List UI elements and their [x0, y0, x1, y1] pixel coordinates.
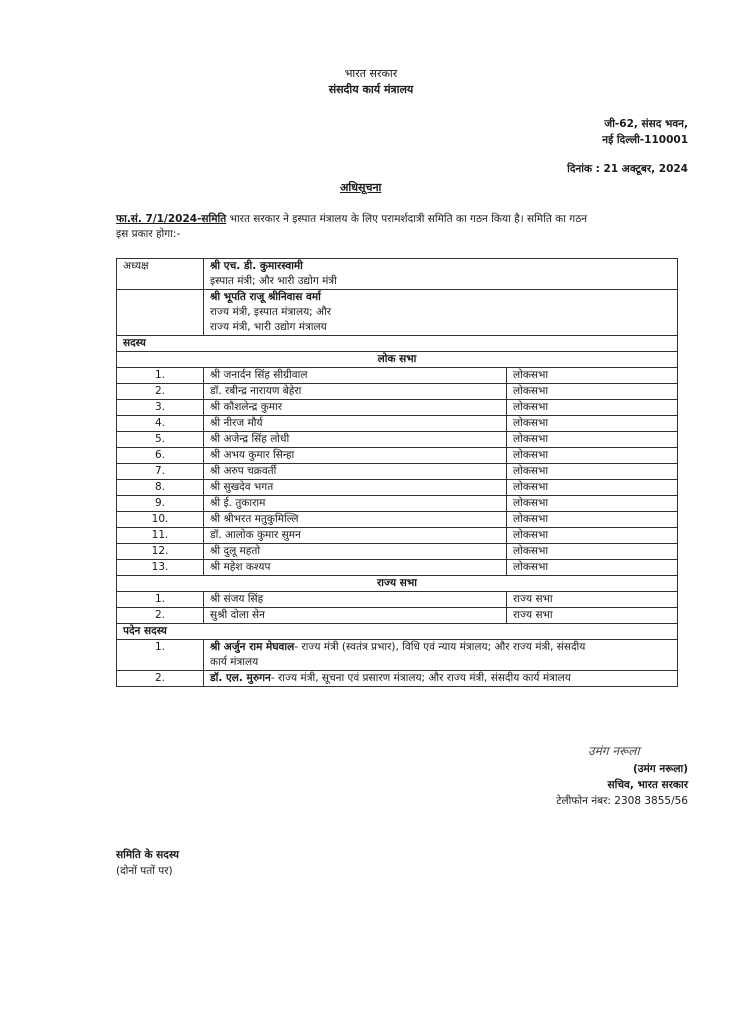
chair-name: श्री एच. डी. कुमारस्वामी [210, 260, 303, 272]
member-name: डॉ. रबीन्द्र नारायण बेहेरा [204, 384, 507, 400]
chair-label: अध्यक्ष [117, 259, 204, 290]
table-row [117, 608, 678, 624]
date: दिनांक : 21 अक्टूबर, 2024 [567, 163, 688, 175]
row-number: 12. [117, 544, 204, 560]
member-house: राज्य सभा [507, 608, 678, 624]
member-name: श्री नीरज मौर्य [204, 416, 507, 432]
committee-table [116, 258, 678, 687]
member-house: लोकसभा [507, 480, 678, 496]
member-description: - राज्य मंत्री, सूचना एवं प्रसारण मंत्रालय; और राज्य मंत्री, संसदीय कार्य मंत्रालय [270, 672, 571, 684]
member-name: सुश्री दोला सेन [204, 608, 507, 624]
row-number: 5. [117, 432, 204, 448]
vice-row [117, 290, 678, 336]
member-house: लोकसभा [507, 416, 678, 432]
rajya-sabha-label: राज्य सभा [117, 576, 678, 592]
signatory-name: (उमंग नरूला) [632, 763, 688, 775]
handwritten-signature: उमंग नरूला [588, 744, 640, 758]
member-house: लोकसभा [507, 560, 678, 576]
table-row [117, 512, 678, 528]
member-description: - राज्य मंत्री (स्वतंत्र प्रभार), विधि एवं न्याय मंत्रालय; और राज्य मंत्री, संसदीय [294, 641, 586, 653]
row-number: 11. [117, 528, 204, 544]
member-house: लोकसभा [507, 384, 678, 400]
file-number: फा.सं. 7/1/2024-समिति [116, 213, 227, 225]
table-row [117, 528, 678, 544]
member-house: लोकसभा [507, 448, 678, 464]
vice-designation-2: राज्य मंत्री, भारी उद्योग मंत्रालय [210, 321, 327, 333]
notification-title: अधिसूचना [340, 181, 382, 194]
members-label: सदस्य [117, 336, 678, 352]
row-number: 2. [117, 671, 204, 687]
chair-designation: इस्पात मंत्री; और भारी उद्योग मंत्री [210, 275, 337, 287]
member-house: लोकसभा [507, 432, 678, 448]
row-number: 3. [117, 400, 204, 416]
signatory-phone: टेलीफोन नंबर: 2308 3855/56 [556, 795, 688, 807]
table-row [117, 464, 678, 480]
chair-row [117, 259, 678, 290]
row-number: 2. [117, 608, 204, 624]
address-line1: जी-62, संसद भवन, [604, 118, 688, 130]
table-row [117, 496, 678, 512]
member-name: श्री अर्जुन राम मेघवाल [210, 641, 295, 653]
member-house: लोकसभा [507, 400, 678, 416]
table-row [117, 480, 678, 496]
member-name: श्री जनार्दन सिंह सीग्रीवाल [204, 368, 507, 384]
table-row [117, 368, 678, 384]
intro-para [116, 212, 716, 226]
address-line2: नई दिल्ली-110001 [602, 134, 688, 146]
footer-line2: (दोनों पतों पर) [116, 865, 173, 877]
table-row [117, 640, 678, 671]
table-row [117, 671, 678, 687]
ex-officio-member [204, 640, 678, 671]
ex-officio-member [204, 671, 678, 687]
member-name: श्री श्रीभरत मतुकुमिल्लि [204, 512, 507, 528]
vice-designation-1: राज्य मंत्री, इस्पात मंत्रालय; और [210, 306, 332, 318]
member-name: डॉ. एल. मुरुगन [210, 672, 271, 684]
member-name: श्री अभय कुमार सिन्हा [204, 448, 507, 464]
member-name: श्री कौशलेन्द्र कुमार [204, 400, 507, 416]
row-number: 7. [117, 464, 204, 480]
row-number: 2. [117, 384, 204, 400]
member-name: श्री संजय सिंह [204, 592, 507, 608]
intro-text-2: इस प्रकार होगा:- [116, 228, 181, 240]
row-number: 1. [117, 640, 204, 671]
chair-cell [204, 259, 678, 290]
table-row [117, 592, 678, 608]
table-row [117, 544, 678, 560]
member-house: लोकसभा [507, 512, 678, 528]
member-house: राज्य सभा [507, 592, 678, 608]
member-name: श्री महेश कश्यप [204, 560, 507, 576]
member-name: श्री सुखदेव भगत [204, 480, 507, 496]
member-house: लोकसभा [507, 528, 678, 544]
member-house: लोकसभा [507, 368, 678, 384]
member-house: लोकसभा [507, 464, 678, 480]
member-name: डॉ. आलोक कुमार सुमन [204, 528, 507, 544]
row-number: 8. [117, 480, 204, 496]
intro-text-1: भारत सरकार ने इस्पात मंत्रालय के लिए परामर्शदात्री समिति का गठन किया है। समिति का गठन [229, 213, 588, 225]
table-row [117, 448, 678, 464]
ministry-header: संसदीय कार्य मंत्रालय [328, 83, 414, 96]
govt-header: भारत सरकार [344, 67, 398, 80]
row-number: 9. [117, 496, 204, 512]
member-name: श्री दुलू महतो [204, 544, 507, 560]
row-number: 13. [117, 560, 204, 576]
vice-cell [204, 290, 678, 336]
member-name: श्री अजेन्द्र सिंह लोधी [204, 432, 507, 448]
footer-line1: समिति के सदस्य [116, 849, 180, 861]
member-description-2: कार्य मंत्रालय [210, 656, 259, 668]
row-number: 1. [117, 592, 204, 608]
table-row [117, 384, 678, 400]
lok-sabha-label: लोक सभा [117, 352, 678, 368]
row-number: 10. [117, 512, 204, 528]
ex-officio-label: पदेन सदस्य [117, 624, 678, 640]
row-number: 4. [117, 416, 204, 432]
member-name: श्री ई. तुकाराम [204, 496, 507, 512]
signatory-designation: सचिव, भारत सरकार [607, 779, 688, 791]
row-number: 1. [117, 368, 204, 384]
table-row [117, 416, 678, 432]
vice-name: श्री भूपति राजू श्रीनिवास वर्मा [210, 291, 321, 303]
row-number: 6. [117, 448, 204, 464]
table-row [117, 400, 678, 416]
table-row [117, 560, 678, 576]
member-house: लोकसभा [507, 544, 678, 560]
member-house: लोकसभा [507, 496, 678, 512]
member-name: श्री अरुप चक्रवर्ती [204, 464, 507, 480]
table-row [117, 432, 678, 448]
